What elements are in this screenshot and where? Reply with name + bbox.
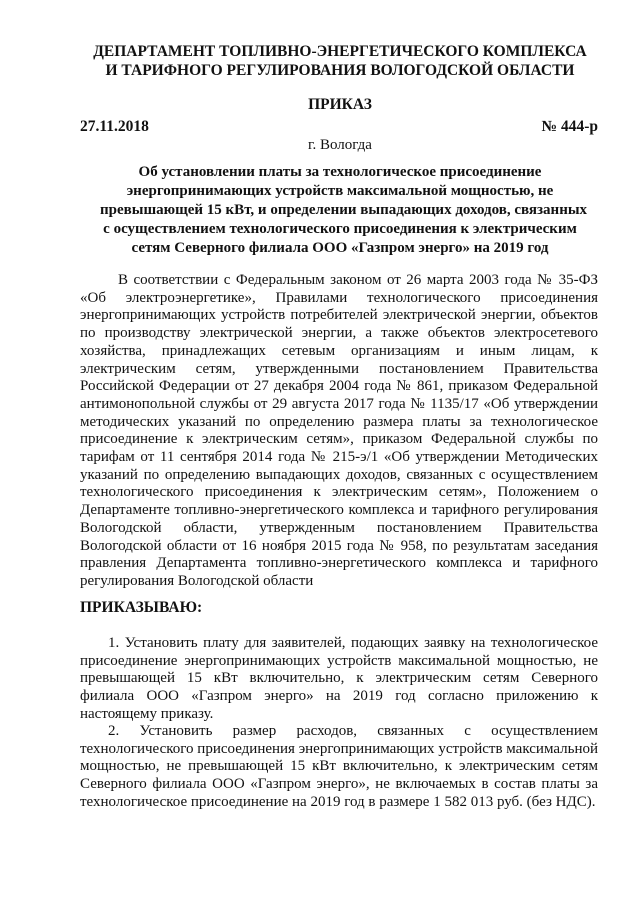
department-heading [80,42,600,80]
order-item-1: 1. Установить плату для заявителей, подающих заявку на технологическое присоединение энергопринимающих устройств максимальной мощностью, не превышающей 15 кВт включительно, к электрическим сетям Северного филиала ООО «Газпром энерго» на 2019 год согласно приложению к настоящему приказу. [80,635,598,722]
title-line: сетям Северного филиала ООО «Газпром энерго» на 2019 год [131,240,549,256]
order-item-2: 2. Установить размер расходов, связанных с осуществлением технологического присоединения энергопринимающих устройств максимальной мощностью, не превышающей 15 кВт включительно, к электрическим сетям Северного филиала ООО «Газпром энерго», не включаемых в состав платы за технологическое присоединение на 2019 год в размере 1 582 013 руб. (без НДС). [80,723,598,810]
department-line-1: ДЕПАРТАМЕНТ ТОПЛИВНО-ЭНЕРГЕТИЧЕСКОГО КОМПЛЕКСА [93,43,587,60]
document-type: ПРИКАЗ [308,96,372,113]
document-date: 27.11.2018 [80,118,149,135]
document-title [100,163,588,258]
department-line-2: И ТАРИФНОГО РЕГУЛИРОВАНИЯ ВОЛОГОДСКОЙ ОБЛАСТИ [105,62,575,79]
document-city: г. Вологда [308,137,372,153]
order-heading: ПРИКАЗЫВАЮ: [80,599,203,616]
title-line: с осуществлением технологического присоединения к электрическим [103,221,577,237]
title-line: превышающей 15 кВт, и определении выпадающих доходов, связанных [100,202,588,218]
preamble-paragraph: В соответствии с Федеральным законом от 26 марта 2003 года № 35-ФЗ «Об электроэнергетике», Правилами технологического присоединения энергопринимающих устройств потребителей электрической энергии, объектов по производству электрической энергии, а также объектов электросетевого хозяйства, принадлежащих сетевым организациям и иным лицам, к электрическим сетям, утвержденными постановлением Правительства Российской Федерации от 27 декабря 2004 года № 861, приказом Федеральной антимонопольной службы от 29 августа 2017 года № 1135/17 «Об утверждении методических указаний по определению размера платы за технологическое присоединение к электрическим сетям», приказом Федеральной службы по тарифам от 11 сентября 2014 года № 215-э/1 «Об утверждении Методических указаний по определению выпадающих доходов, связанных с осуществлением технологического присоединения к электрическим сетям», Положением о Департаменте топливно-энергетического комплекса и тарифного регулирования Вологодской области, утвержденным постановлением Правительства Вологодской области от 16 ноября 2015 года № 958, по результатам заседания правления Департамента топливно-энергетического комплекса и тарифного регулирования Вологодской области [80,272,598,589]
title-line: энергопринимающих устройств максимальной мощностью, не [126,183,554,199]
title-line: Об установлении платы за технологическое присоединение [138,164,542,180]
document-number: № 444-р [541,118,598,135]
